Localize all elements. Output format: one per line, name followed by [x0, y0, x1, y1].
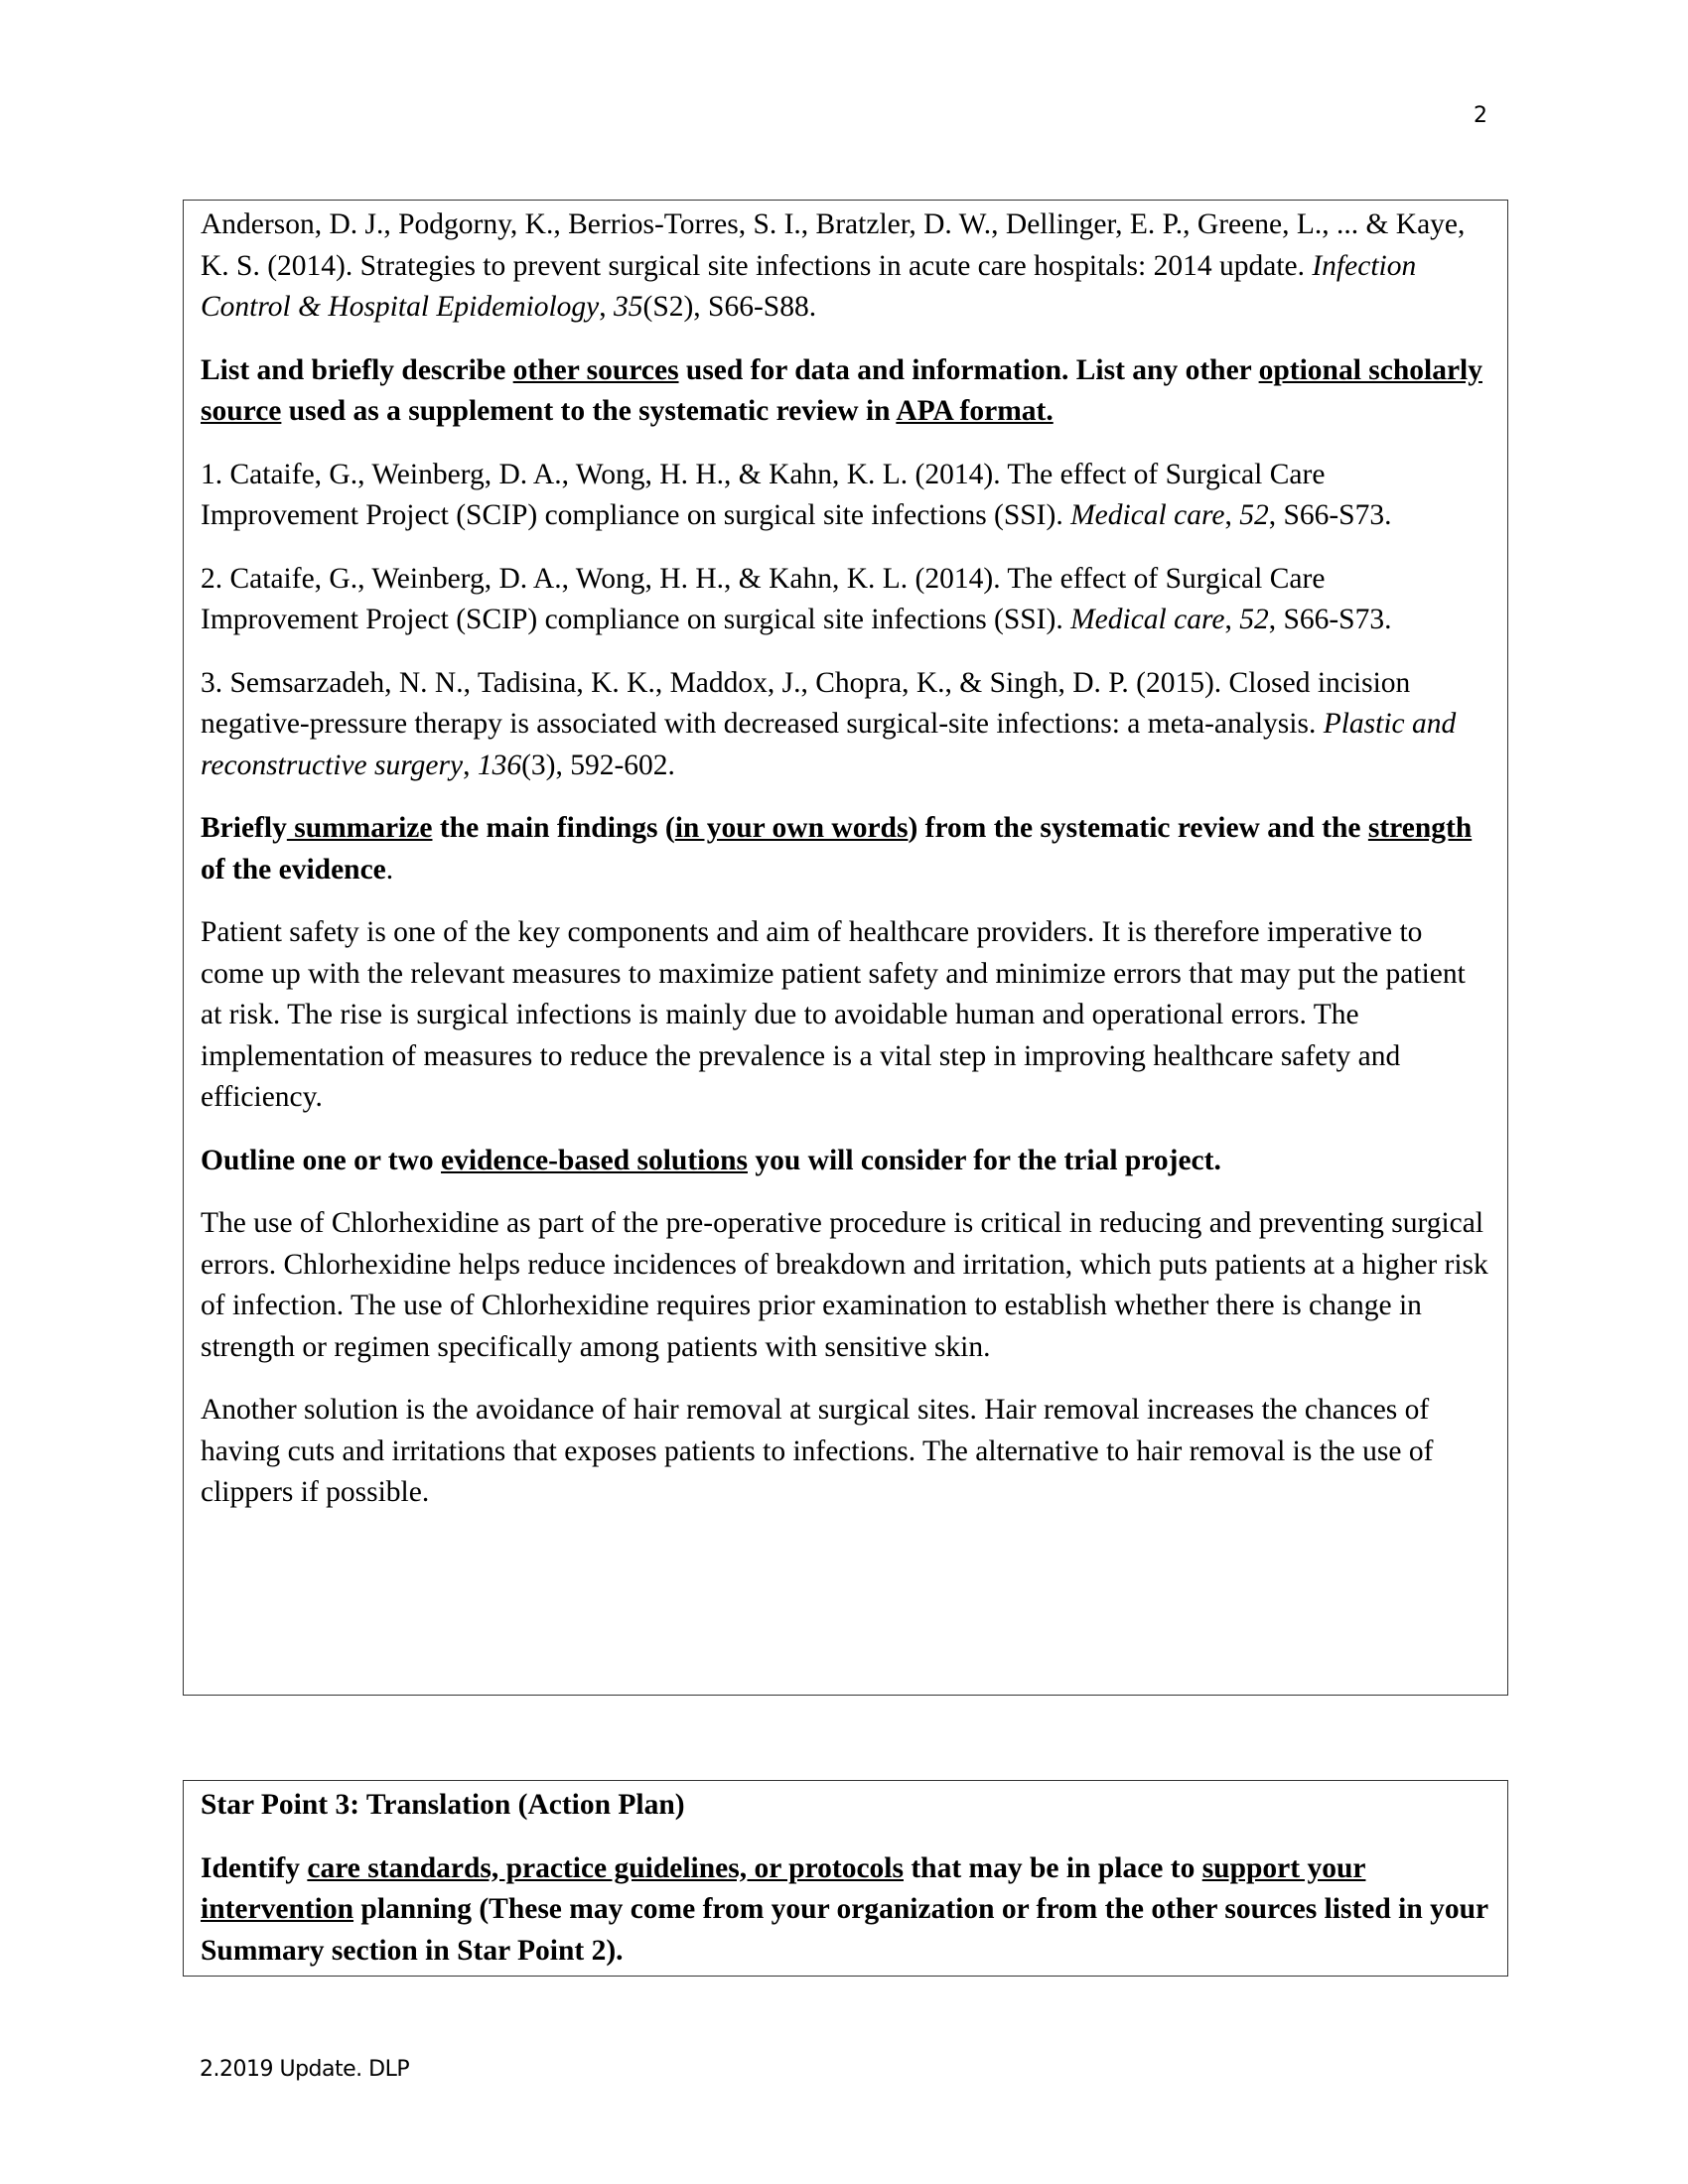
- citation-volume: 35: [614, 291, 643, 323]
- text: evidence-based solutions: [441, 1144, 748, 1176]
- prompt-summary: [201, 808, 1489, 890]
- prompt-care-standards: [201, 1848, 1489, 1973]
- prompt-solutions: [201, 1141, 1489, 1182]
- sep: ,: [1224, 499, 1240, 531]
- text: Briefly: [201, 812, 287, 844]
- journal: Plastic and reconstructive surgery: [201, 708, 1457, 781]
- footer: 2.2019 Update. DLP: [200, 2057, 410, 2082]
- solution-1: The use of Chlorhexidine as part of the pre-operative procedure is critical in reducing and preventing surgical errors. Chlorhexidine helps reduce incidences of breakdown and irritation, which puts patients at a higher risk of infection. The use of Chlorhexidine requires prior examination to establish whether there is change in strength or regimen specifically among patients with sensitive skin.: [201, 1207, 1488, 1363]
- text: used for data and information. List any other: [678, 353, 1259, 386]
- section-title: Star Point 3: Translation (Action Plan): [201, 1789, 685, 1821]
- summary-text: Patient safety is one of the key components and aim of healthcare providers. It is therefore imperative to come up with the relevant measures to maximize patient safety and minimize errors that may put the patient at risk. The rise is surgical infections is mainly due to avoidable human and operational errors. The implementation of measures to reduce the prevalence is a vital step in improving healthcare safety and efficiency.: [201, 916, 1466, 1113]
- text: Outline one or two: [201, 1144, 442, 1176]
- text: care standards, practice guidelines, or protocols: [307, 1851, 904, 1884]
- prompt-other-sources: [201, 350, 1489, 433]
- text: 3. Semsarzadeh, N. N., Tadisina, K. K., Maddox, J., Chopra, K., & Singh, D. P. (2015). Closed incision negative-pressure therapy is associated with decreased surgical-site infections: a meta-analysis.: [201, 666, 1411, 740]
- citation-pages: (S2), S66-S88.: [642, 291, 817, 323]
- volume: 52: [1239, 604, 1269, 635]
- text: .: [385, 853, 394, 886]
- volume: 136: [477, 749, 522, 781]
- page-number: 2: [1474, 103, 1487, 128]
- text: in your own words: [674, 812, 909, 844]
- citation-authors: Anderson, D. J., Podgorny, K., Berrios-Torres, S. I., Bratzler, D. W., Dellinger, E. P., Greene, L., ... & Kaye, K. S. (2014). Strategies to prevent surgical site infections in acute care hospitals: 2014 update.: [201, 208, 1466, 282]
- pages: , S66-S73.: [1268, 604, 1392, 635]
- citation-journal: Infection Control & Hospital Epidemiology: [201, 249, 1417, 323]
- text: used as a supplement to the systematic review in: [281, 395, 897, 427]
- text: 1. Cataife, G., Weinberg, D. A., Wong, H. H., & Kahn, K. L. (2014). The effect of Surgical Care Improvement Project (SCIP) compliance on surgical site infections (SSI).: [201, 458, 1326, 531]
- text: 2. Cataife, G., Weinberg, D. A., Wong, H. H., & Kahn, K. L. (2014). The effect of Surgical Care Improvement Project (SCIP) compliance on surgical site infections (SSI).: [201, 562, 1326, 635]
- solution-2: Another solution is the avoidance of hair removal at surgical sites. Hair removal increases the chances of having cuts and irritations that exposes patients to infections. The alternative to hair removal is the use of clippers if possible.: [201, 1394, 1434, 1508]
- text: planning (These may come from your organization or from the other sources listed in your Summary section in Star Point 2).: [201, 1893, 1488, 1967]
- pages: , S66-S73.: [1268, 499, 1392, 531]
- text: that may be in place to: [903, 1851, 1202, 1884]
- sep: ,: [1224, 604, 1240, 635]
- sep: ,: [599, 291, 614, 323]
- text: APA format.: [896, 395, 1054, 427]
- text: you will consider for the trial project.: [747, 1144, 1221, 1176]
- text: support your intervention: [201, 1851, 1366, 1925]
- text: of the evidence: [201, 853, 386, 886]
- journal: Medical care: [1070, 604, 1225, 635]
- text: optional scholarly source: [201, 353, 1482, 427]
- text: List and briefly describe: [201, 353, 513, 386]
- star-point-3-box: [183, 1780, 1508, 1977]
- volume: 52: [1239, 499, 1269, 531]
- source-item: [201, 663, 1489, 787]
- systematic-review-citation: [201, 205, 1489, 329]
- sep: ,: [463, 749, 478, 781]
- source-item: [201, 455, 1489, 537]
- text: Identify: [201, 1851, 308, 1884]
- text: the main findings (: [432, 812, 675, 844]
- source-item: [201, 559, 1489, 641]
- star-point-2-box: [183, 200, 1508, 1696]
- text: ) from the systematic review and the: [908, 812, 1368, 844]
- text: strength: [1367, 812, 1473, 844]
- text: other sources: [512, 353, 679, 386]
- text: summarize: [286, 812, 433, 844]
- journal: Medical care: [1070, 499, 1225, 531]
- pages: (3), 592-602.: [521, 749, 675, 781]
